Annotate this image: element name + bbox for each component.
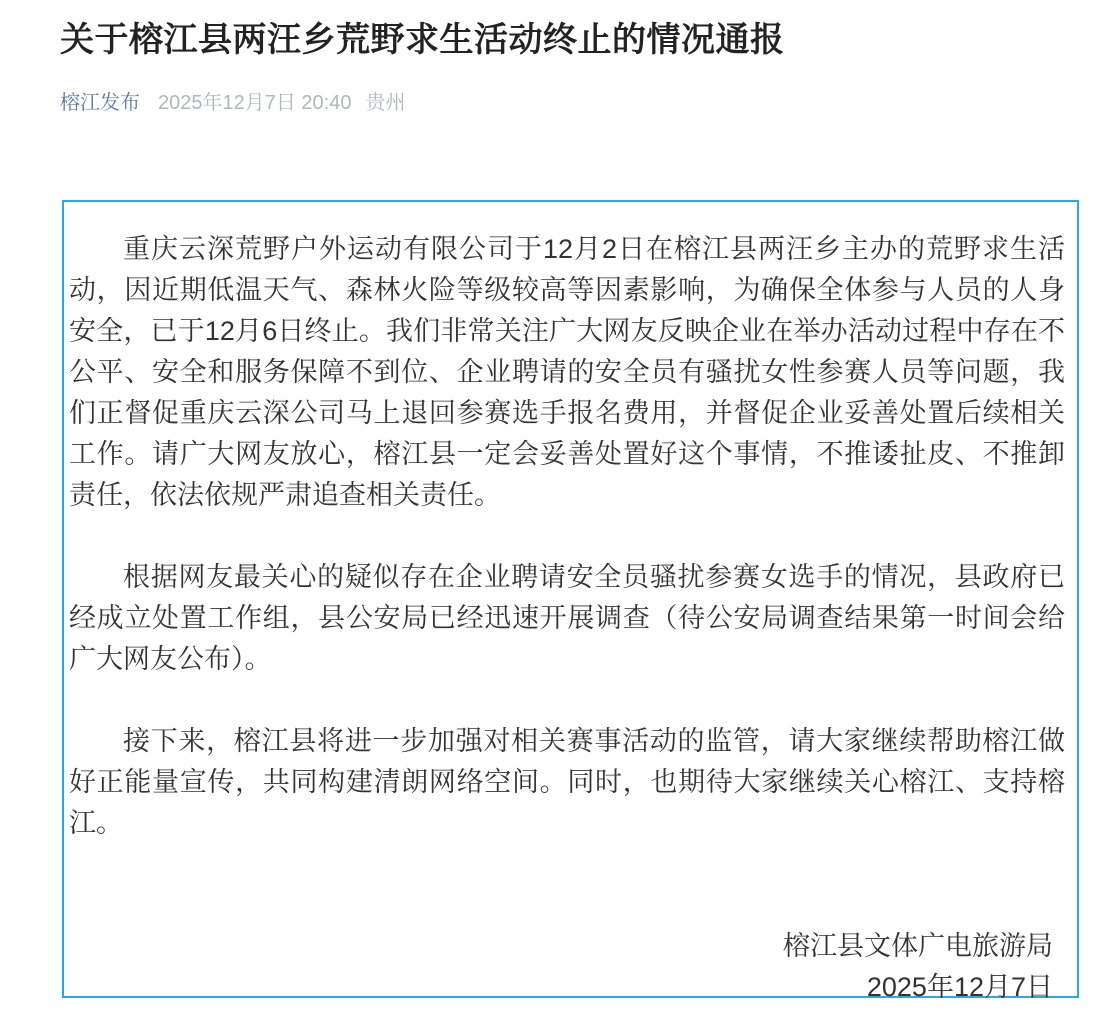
- notice-paragraph-1: 重庆云深荒野户外运动有限公司于12月2日在榕江县两汪乡主办的荒野求生活动，因近期低温天气、森林火险等级较高等因素影响，为确保全体参与人员的人身安全，已于12月6日终止。我们非常关注广大网友反映企业在举办活动过程中存在不公平、安全和服务保障不到位、企业聘请的安全员有骚扰女性参赛人员等问题，我们正督促重庆云深公司马上退回参赛选手报名费用，并督促企业妥善处置后续相关工作。请广大网友放心，榕江县一定会妥善处置好这个事情，不推诿扯皮、不推卸责任，依法依规严肃追查相关责任。: [69, 234, 1065, 510]
- post-meta: [60, 88, 405, 118]
- page-title: 关于榕江县两汪乡荒野求生活动终止的情况通报: [60, 21, 785, 59]
- notice-sign-date: 2025年12月7日: [866, 972, 1053, 1002]
- notice-paragraph-2: 根据网友最关心的疑似存在企业聘请安全员骚扰参赛女选手的情况，县政府已经成立处置工作组，县公安局已经迅速开展调查（待公安局调查结果第一时间会给广大网友公布）。: [69, 562, 1065, 674]
- notice-signature-block: [69, 926, 1065, 1008]
- author-link[interactable]: 榕江发布: [60, 92, 140, 114]
- post-datetime: 2025年12月7日 20:40: [158, 92, 352, 114]
- notice-box: [62, 200, 1079, 1002]
- notice-paragraph-3: 接下来，榕江县将进一步加强对相关赛事活动的监管，请大家继续帮助榕江做好正能量宣传，共同构建清朗网络空间。同时，也期待大家继续关心榕江、支持榕江。: [69, 726, 1065, 838]
- post-location: 贵州: [365, 92, 406, 114]
- notice-signature: 榕江县文体广电旅游局: [783, 931, 1053, 961]
